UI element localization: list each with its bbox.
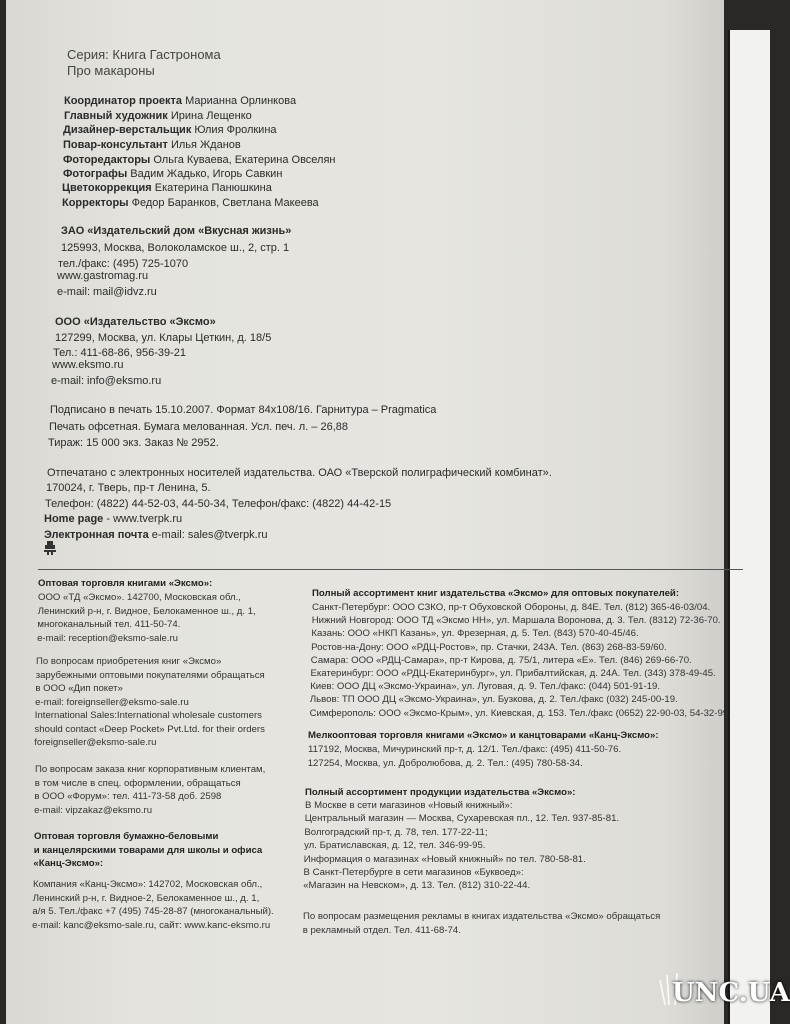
credit-row — [64, 94, 296, 109]
full-assortment-line: Симферополь: ООО «Эксмо-Крым», ул. Киевская, д. 153. Тел./факс (0652) 22-90-03, 54-32-99. — [309, 707, 731, 719]
adjacent-page-edge — [728, 30, 770, 1024]
products-line: «Магазин на Невском», д. 13. Тел. (812) 310-22-44. — [303, 880, 531, 892]
publisher1-web: www.gastromag.ru — [57, 270, 149, 282]
full-assortment-line: Екатеринбург: ООО «РДЦ-Екатеринбург», ул. Прибалтийская, д. 24А. Тел. (343) 378-49-45. — [310, 668, 716, 679]
credit-role: Координатор проекта — [64, 95, 183, 107]
full-assortment-title: Полный ассортимент книг издательства «Эксмо» для оптовых покупателей: — [312, 588, 680, 599]
credit-name: Ирина Лещенко — [170, 110, 252, 122]
credit-row — [63, 167, 282, 182]
publisher2-phone: Тел.: 411-68-86, 956-39-21 — [53, 347, 187, 359]
credit-name: Марианна Орлинкова — [185, 95, 297, 107]
credit-name: Вадим Жадько, Игорь Савкин — [130, 168, 283, 180]
ads-line: По вопросам размещения рекламы в книгах издательства «Эксмо» обращаться — [303, 911, 661, 922]
printer-mail — [44, 528, 267, 543]
series-title: Серия: Книга Гастронома — [67, 47, 221, 62]
retail-title: Мелкооптовая торговля книгами «Эксмо» и канцтоварами «Канц-Эксмо»: — [308, 730, 659, 741]
publisher2-address: 127299, Москва, ул. Клары Цеткин, д. 18/5 — [55, 332, 272, 344]
wholesale-line: Ленинский р-н, г. Видное, Белокаменное ш., д. 1, — [37, 605, 256, 617]
stationery-line: e-mail: kanc@eksmo-sale.ru, сайт: www.kanc-eksmo.ru — [32, 919, 271, 931]
credit-row — [62, 196, 319, 211]
stationery-title: и канцелярскими товарами для школы и офиса — [33, 844, 263, 856]
publisher1-email: e-mail: mail@idvz.ru — [57, 286, 157, 298]
wholesale-title: Оптовая торговля книгами «Эксмо»: — [38, 578, 213, 589]
credit-row — [64, 109, 252, 124]
foreign-line: По вопросам приобретения книг «Эксмо» — [36, 656, 222, 667]
print-info-line3: Тираж: 15 000 экз. Заказ № 2952. — [48, 437, 219, 449]
full-assortment-line: Ростов-на-Дону: ООО «РДЦ-Ростов», пр. Стачки, 243А. Тел. (863) 268-83-59/60. — [311, 641, 667, 653]
credit-row — [63, 138, 241, 153]
foreign-line: International Sales:International wholesale customers — [34, 710, 262, 721]
products-line: В Москве в сети магазинов «Новый книжный»: — [305, 800, 513, 811]
printer-home-label: Home page — [44, 513, 104, 525]
printer-home — [44, 512, 182, 527]
credit-name: Екатерина Панюшкина — [154, 182, 272, 194]
printer-mail-value: e-mail: sales@tverpk.ru — [148, 529, 268, 541]
credit-name: Ольга Куваева, Екатерина Овселян — [153, 154, 336, 166]
book-title: Про макароны — [67, 63, 155, 78]
products-line: Центральный магазин — Москва, Сухаревская пл., 12. Тел. 937-85-81. — [304, 813, 620, 825]
printer-mail-label: Электронная почта — [44, 529, 149, 541]
credit-row — [63, 123, 277, 138]
printer-line3: Телефон: (4822) 44-52-03, 44-50-34, Телефон/факс: (4822) 44-42-15 — [45, 498, 392, 510]
credit-name: Илья Жданов — [170, 139, 241, 151]
stationery-line: а/я 5. Тел./факс +7 (495) 745-28-87 (многоканальный). — [32, 906, 274, 917]
watermark-text: UNC.UA — [672, 978, 790, 1008]
printer-home-value: - www.tverpk.ru — [103, 513, 183, 525]
printer-logo-icon — [44, 541, 56, 555]
foreign-line: e-mail: foreignseller@eksmo-sale.ru — [35, 696, 189, 708]
publisher1-name: ЗАО «Издательский дом «Вкусная жизнь» — [61, 225, 292, 237]
full-assortment-line: Киев: ООО ДЦ «Эксмо-Украина», ул. Луговая, д. 9. Тел./факс: (044) 501-91-19. — [310, 681, 661, 693]
products-line: Волгоградский пр-т, д. 78, тел. 177-22-11; — [304, 826, 488, 838]
products-title: Полный ассортимент продукции издательства «Эксмо»: — [305, 787, 576, 798]
full-assortment-line: Казань: ООО «НКП Казань», ул. Фрезерная, д. 5. Тел. (843) 570-40-45/46. — [311, 628, 639, 640]
corporate-line: в том числе в спец. оформлении, обращаться — [34, 777, 241, 789]
credit-name: Федор Баранков, Светлана Макеева — [131, 197, 319, 209]
stationery-line: Компания «Канц-Эксмо»: 142702, Московская обл., — [33, 879, 263, 890]
full-assortment-line: Санкт-Петербург: ООО СЗКО, пр-т Обуховской Обороны, д. 84Е. Тел. (812) 365-46-03/04. — [312, 602, 711, 613]
credit-role: Фотографы — [63, 168, 128, 180]
wholesale-line: ООО «ТД «Эксмо». 142700, Московская обл., — [38, 592, 241, 603]
publisher2-web: www.eksmo.ru — [52, 359, 124, 371]
foreign-line: в ООО «Дип покет» — [35, 683, 123, 694]
credit-role: Повар-консультант — [63, 139, 168, 151]
foreign-line: foreignseller@eksmo-sale.ru — [34, 737, 157, 748]
ads-line: в рекламный отдел. Тел. 411-68-74. — [302, 924, 461, 936]
full-assortment-line: Самара: ООО «РДЦ-Самара», пр-т Кирова, д. 75/1, литера «Е». Тел. (846) 269-66-70. — [310, 654, 692, 666]
corporate-line: в ООО «Форум»: тел. 411-73-58 доб. 2598 — [34, 791, 222, 802]
retail-line: 117192, Москва, Мичуринский пр-т, д. 12/1. Тел./факс: (495) 411-50-76. — [308, 744, 622, 755]
publisher2-email: e-mail: info@eksmo.ru — [51, 375, 162, 387]
print-info-line1: Подписано в печать 15.10.2007. Формат 84х108/16. Гарнитура – Pragmatica — [50, 404, 437, 416]
products-line: Информация о магазинах «Новый книжный» по тел. 780-58-81. — [303, 853, 586, 865]
printer-line1: Отпечатано с электронных носителей издательства. ОАО «Тверской полиграфический комбинат». — [47, 467, 552, 479]
credit-role: Цветокоррекция — [62, 182, 152, 194]
foreign-line: зарубежными оптовыми покупателями обращаться — [35, 669, 265, 681]
credit-role: Фоторедакторы — [63, 154, 151, 166]
print-info-line2: Печать офсетная. Бумага мелованная. Усл. печ. л. – 26,88 — [49, 421, 349, 433]
credit-role: Корректоры — [62, 197, 129, 209]
credit-name: Юлия Фролкина — [194, 124, 277, 136]
retail-line: 127254, Москва, ул. Добролюбова, д. 2. Тел.: (495) 780-58-34. — [307, 757, 583, 769]
corporate-line: e-mail: vipzakaz@eksmo.ru — [34, 804, 153, 816]
corporate-line: По вопросам заказа книг корпоративным клиентам, — [35, 764, 266, 775]
stationery-title: Оптовая торговля бумажно-беловыми — [34, 831, 219, 842]
credit-row — [63, 153, 336, 168]
publisher1-address: 125993, Москва, Волоколамское ш., 2, стр. 1 — [61, 242, 290, 254]
credit-role: Дизайнер-верстальщик — [63, 124, 192, 136]
credit-row — [62, 181, 272, 196]
publisher2-name: ООО «Издательство «Эксмо» — [55, 316, 216, 328]
foreign-line: should contact «Deep Pocket» Pvt.Ltd. for their orders — [34, 723, 265, 735]
section-divider — [38, 569, 743, 570]
full-assortment-line: Нижний Новгород: ООО ТД «Эксмо НН», ул. Маршала Воронова, д. 3. Тел. (8312) 72-36-70. — [311, 615, 721, 627]
products-line: В Санкт-Петербурге в сети магазинов «Буквоед»: — [303, 867, 524, 878]
full-assortment-line: Львов: ТП ООО ДЦ «Эксмо-Украина», ул. Бузкова, д. 2. Тел./факс (032) 245-00-19. — [309, 694, 678, 706]
printer-line2: 170024, г. Тверь, пр-т Ленина, 5. — [46, 482, 211, 494]
publisher1-phone: тел./факс: (495) 725-1070 — [58, 258, 189, 270]
wholesale-line: многоканальный тел. 411-50-74. — [37, 619, 181, 630]
credit-role: Главный художник — [64, 110, 168, 122]
wholesale-line: e-mail: reception@eksmo-sale.ru — [37, 632, 178, 644]
stationery-title: «Канц-Эксмо»: — [33, 858, 104, 869]
products-line: ул. Братиславская, д. 12, тел. 346-99-95. — [304, 840, 486, 852]
stationery-line: Ленинский р-н, г. Видное-2, Белокаменное ш., д. 1, — [32, 892, 260, 904]
